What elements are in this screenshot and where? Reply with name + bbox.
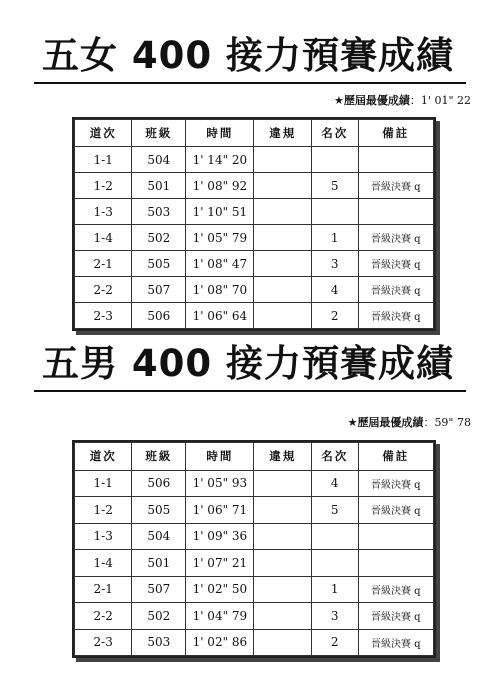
cell-note	[358, 550, 433, 577]
cell-class: 504	[132, 523, 186, 550]
cell-time: 1' 05" 93	[186, 470, 254, 497]
cell-rank	[311, 199, 358, 225]
cell-time: 1' 06" 64	[186, 303, 254, 329]
cell-rank: 4	[311, 470, 358, 497]
cell-class: 506	[132, 303, 186, 329]
cell-lane: 1-2	[75, 497, 132, 524]
cell-rank: 1	[311, 576, 358, 603]
cell-lane: 2-3	[75, 629, 132, 656]
column-header-foul: 違規	[254, 120, 311, 147]
cell-time: 1' 10" 51	[186, 199, 254, 225]
cell-time: 1' 08" 47	[186, 251, 254, 277]
record-label: 歷屆最優成績	[343, 94, 410, 107]
cell-foul	[254, 629, 311, 656]
cell-lane: 1-1	[75, 147, 132, 173]
cell-note: 晉級決賽 q	[358, 303, 433, 329]
column-header-foul: 違規	[254, 443, 311, 471]
record-line-girls	[334, 92, 471, 108]
cell-note: 晉級決賽 q	[358, 225, 433, 251]
table-row	[75, 303, 434, 329]
table-row	[75, 470, 434, 497]
table-row	[75, 225, 434, 251]
table-row	[75, 251, 434, 277]
cell-class: 503	[132, 199, 186, 225]
cell-lane: 1-3	[75, 523, 132, 550]
column-header-note: 備註	[358, 120, 433, 147]
column-header-lane: 道次	[75, 443, 132, 471]
title-underline	[34, 82, 466, 84]
cell-class: 504	[132, 147, 186, 173]
cell-rank	[311, 523, 358, 550]
cell-foul	[254, 470, 311, 497]
cell-note: 晉級決賽 q	[358, 251, 433, 277]
cell-rank: 3	[311, 603, 358, 630]
cell-class: 505	[132, 251, 186, 277]
record-value: 59" 78	[434, 416, 471, 429]
cell-lane: 1-4	[75, 550, 132, 577]
cell-lane: 2-1	[75, 576, 132, 603]
title-text: 五男 400 接力預賽成績	[42, 342, 454, 385]
cell-class: 503	[132, 629, 186, 656]
cell-foul	[254, 303, 311, 329]
table-row	[75, 550, 434, 577]
cell-note: 晉級決賽 q	[358, 497, 433, 524]
star-icon: ★	[334, 94, 344, 107]
cell-foul	[254, 603, 311, 630]
cell-class: 506	[132, 470, 186, 497]
cell-time: 1' 04" 79	[186, 603, 254, 630]
cell-class: 507	[132, 576, 186, 603]
cell-foul	[254, 199, 311, 225]
results-table-girls	[72, 117, 436, 331]
cell-class: 501	[132, 550, 186, 577]
cell-class: 501	[132, 173, 186, 199]
cell-time: 1' 08" 70	[186, 277, 254, 303]
cell-foul	[254, 497, 311, 524]
cell-note	[358, 523, 433, 550]
section-title-boys	[42, 342, 462, 386]
record-colon: ：	[423, 416, 435, 429]
cell-time: 1' 07" 21	[186, 550, 254, 577]
cell-note: 晉級決賽 q	[358, 629, 433, 656]
cell-time: 1' 09" 36	[186, 523, 254, 550]
cell-rank	[311, 147, 358, 173]
cell-rank: 1	[311, 225, 358, 251]
cell-time: 1' 14" 20	[186, 147, 254, 173]
cell-lane: 2-2	[75, 603, 132, 630]
cell-time: 1' 06" 71	[186, 497, 254, 524]
cell-lane: 1-4	[75, 225, 132, 251]
cell-time: 1' 02" 50	[186, 576, 254, 603]
cell-class: 502	[132, 225, 186, 251]
cell-foul	[254, 251, 311, 277]
cell-time: 1' 02" 86	[186, 629, 254, 656]
title-text: 五女 400 接力預賽成績	[42, 34, 454, 77]
column-header-lane: 道次	[75, 120, 132, 147]
column-header-note: 備註	[358, 443, 433, 471]
column-header-class: 班級	[132, 443, 186, 471]
column-header-time: 時間	[186, 120, 254, 147]
cell-note: 晉級決賽 q	[358, 173, 433, 199]
cell-class: 507	[132, 277, 186, 303]
cell-lane: 1-1	[75, 470, 132, 497]
cell-rank: 3	[311, 251, 358, 277]
column-header-rank: 名次	[311, 443, 358, 471]
star-icon: ★	[347, 416, 358, 429]
cell-note: 晉級決賽 q	[358, 277, 433, 303]
cell-lane: 1-2	[75, 173, 132, 199]
cell-time: 1' 08" 92	[186, 173, 254, 199]
header-row	[75, 443, 434, 471]
record-value: 1' 01" 22	[420, 94, 471, 107]
cell-class: 505	[132, 497, 186, 524]
table-row	[75, 497, 434, 524]
cell-foul	[254, 147, 311, 173]
cell-foul	[254, 277, 311, 303]
cell-lane: 1-3	[75, 199, 132, 225]
table-row	[75, 603, 434, 630]
column-header-rank: 名次	[311, 120, 358, 147]
table-row	[75, 147, 434, 173]
cell-rank: 5	[311, 497, 358, 524]
column-header-time: 時間	[186, 443, 254, 471]
cell-note	[358, 147, 433, 173]
results-table-boys	[72, 440, 436, 658]
cell-foul	[254, 225, 311, 251]
cell-time: 1' 05" 79	[186, 225, 254, 251]
cell-rank: 2	[311, 303, 358, 329]
results-table	[74, 442, 434, 656]
cell-lane: 2-1	[75, 251, 132, 277]
cell-foul	[254, 550, 311, 577]
table-row	[75, 576, 434, 603]
table-row	[75, 199, 434, 225]
title-underline	[34, 390, 466, 392]
record-label: 歷屆最優成績	[357, 416, 424, 429]
table-row	[75, 173, 434, 199]
table-row	[75, 523, 434, 550]
results-table	[74, 119, 434, 329]
column-header-class: 班級	[132, 120, 186, 147]
table-row	[75, 629, 434, 656]
cell-note: 晉級決賽 q	[358, 576, 433, 603]
cell-foul	[254, 173, 311, 199]
cell-class: 502	[132, 603, 186, 630]
section-title-girls	[42, 34, 462, 78]
header-row	[75, 120, 434, 147]
cell-note: 晉級決賽 q	[358, 603, 433, 630]
cell-rank: 4	[311, 277, 358, 303]
cell-rank: 5	[311, 173, 358, 199]
record-colon: ：	[409, 94, 421, 107]
cell-rank	[311, 550, 358, 577]
cell-note: 晉級決賽 q	[358, 470, 433, 497]
cell-foul	[254, 523, 311, 550]
table-row	[75, 277, 434, 303]
cell-lane: 2-3	[75, 303, 132, 329]
cell-note	[358, 199, 433, 225]
record-line-boys	[348, 414, 471, 430]
cell-lane: 2-2	[75, 277, 132, 303]
cell-rank: 2	[311, 629, 358, 656]
cell-foul	[254, 576, 311, 603]
